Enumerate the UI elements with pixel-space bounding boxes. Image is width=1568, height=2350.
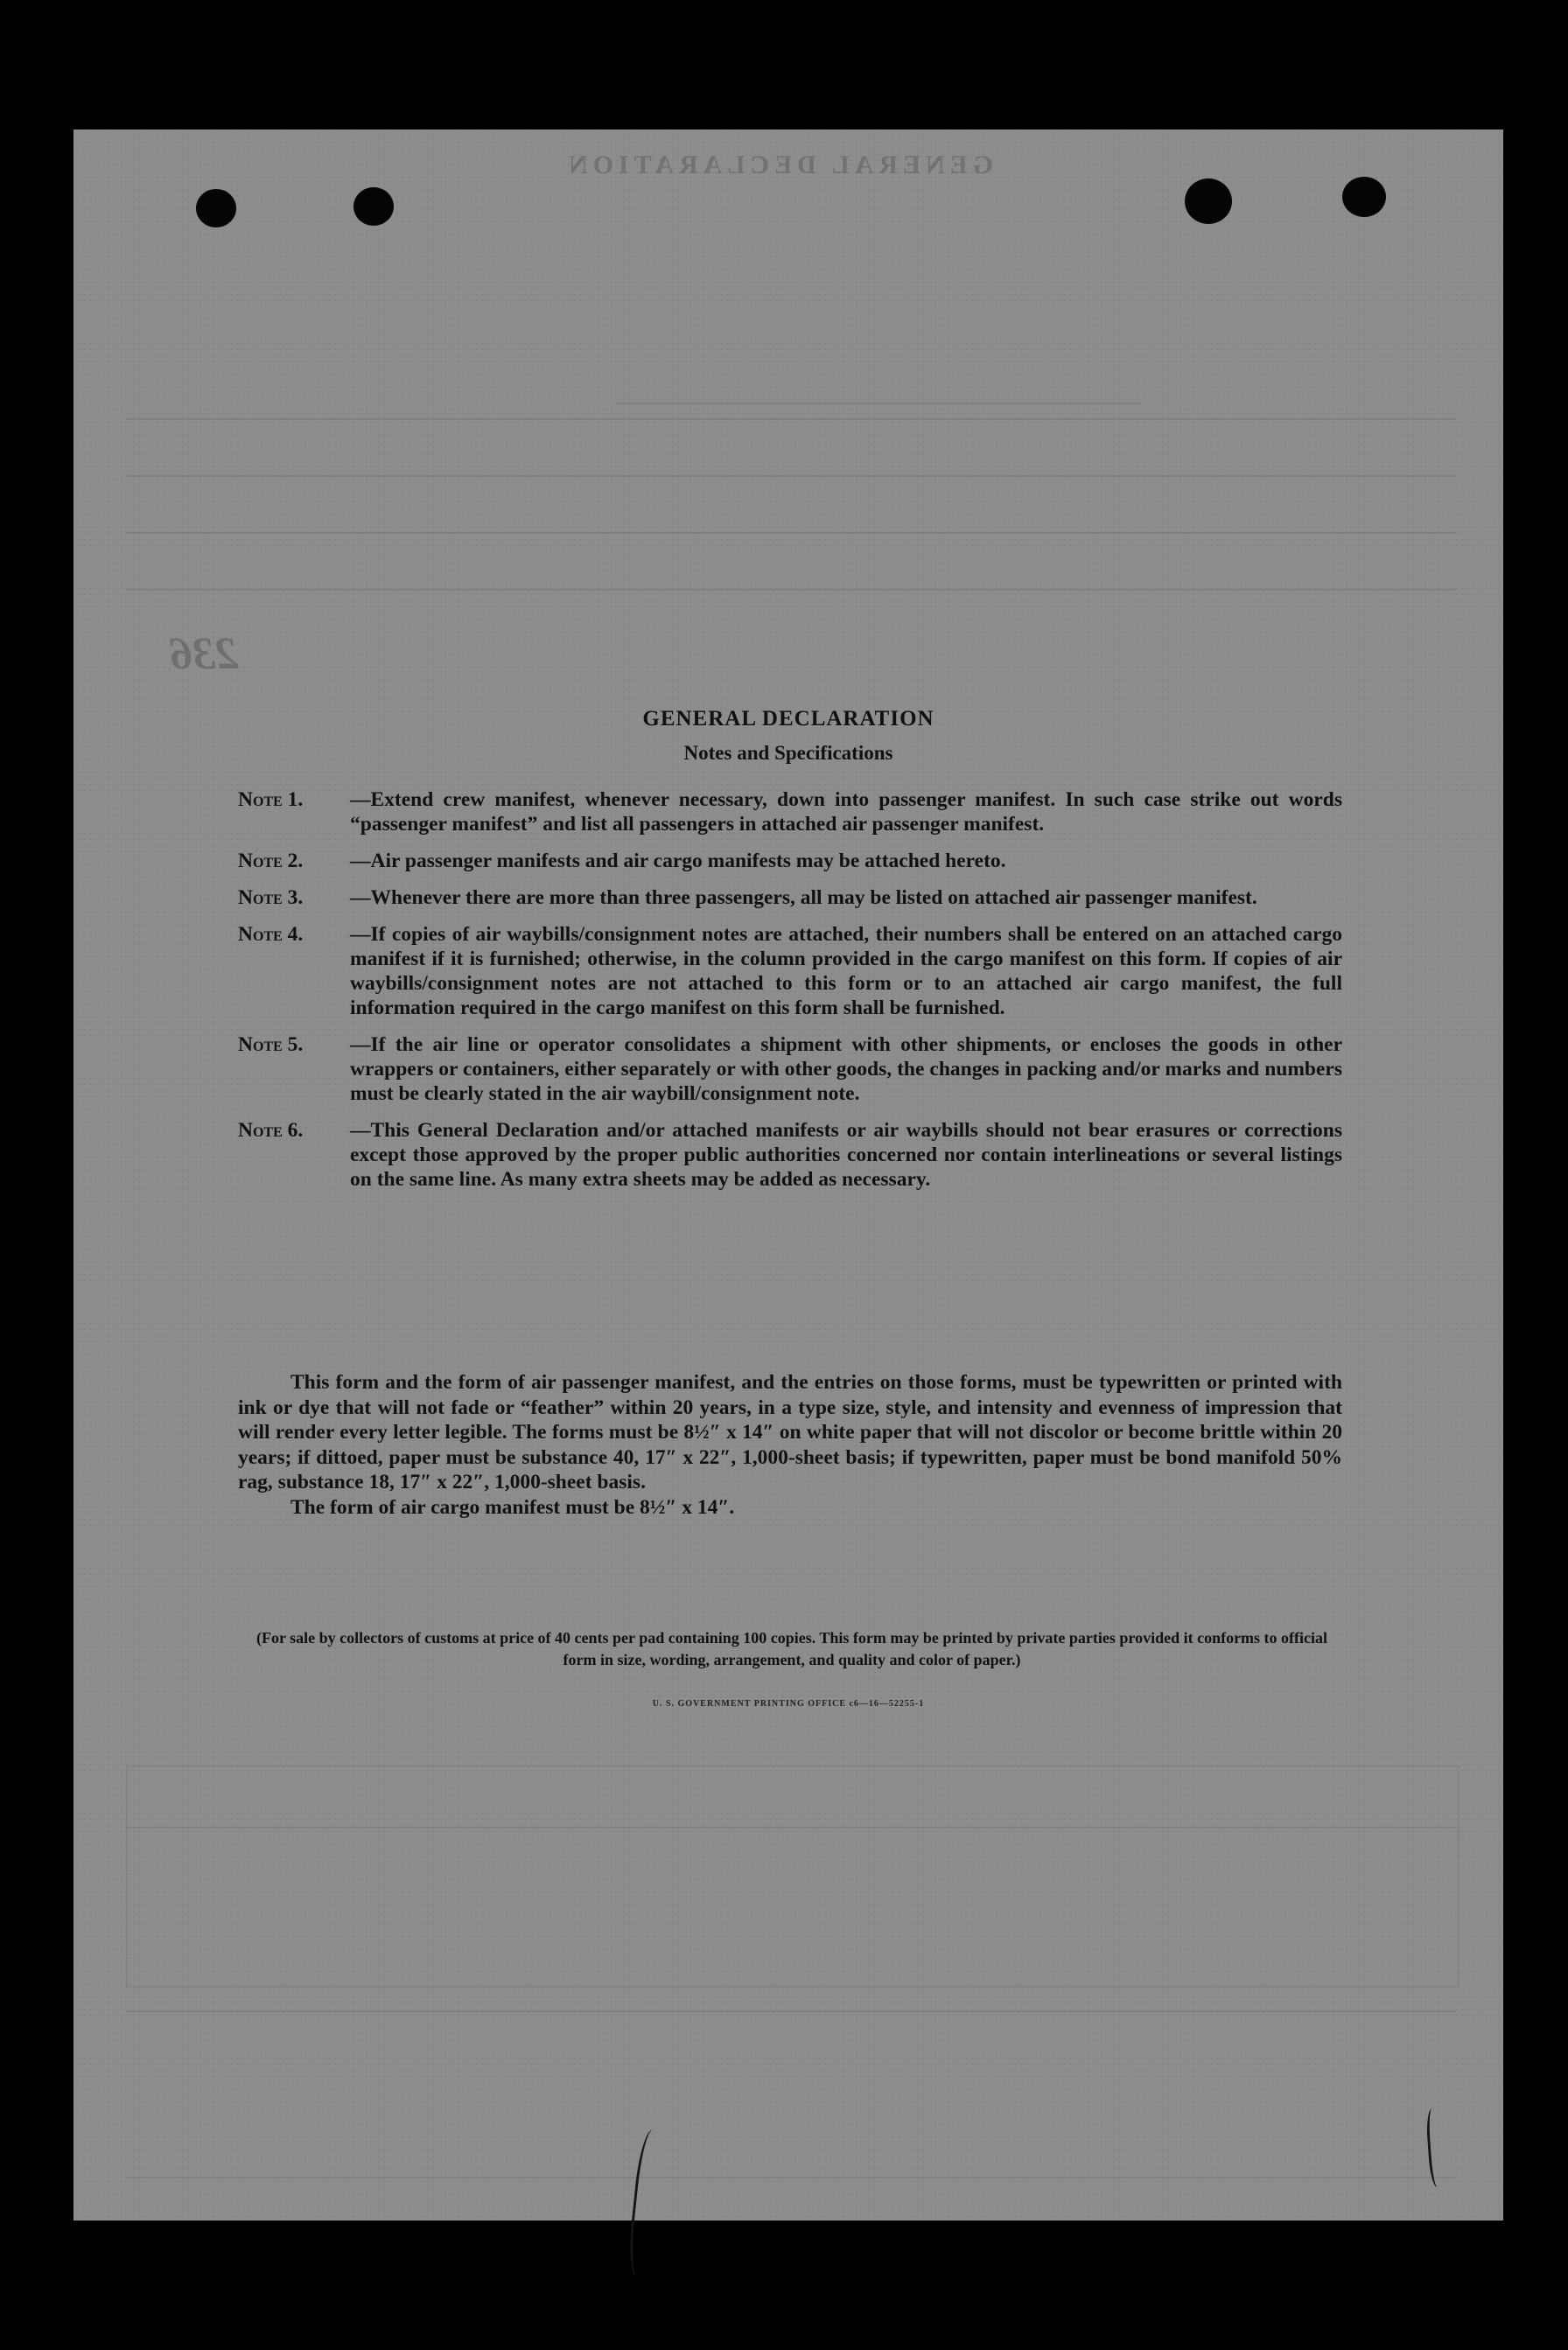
paragraph-text: This form and the form of air passenger manifest, and the entries on those forms, must be typewritten or printed with ink or dye that will not fade or “feather” within 20 years, in a type size, style, and intensity and evenness of impression that will render every letter legible. The forms must be 8½″ x 14″ on white paper that will not discolor or become brittle within 20 years; if dittoed, paper must be substance 40, 17″ x 22″, 1,000-sheet basis; if typewritten, paper must be bond manifold 50% rag, substance 18, 17″ x 22″, 1,000-sheet basis. [238, 1371, 1342, 1493]
bleed-through-header: GENERAL DECLARATION [564, 150, 994, 179]
note-text: —Air passenger manifests and air cargo manifests may be attached hereto. [350, 850, 1006, 872]
sale-notice: (For sale by collectors of customs at price of 40 cents per pad containing 100 copies. This form may be printed by private parties provided it conforms to official form in size, wording, arrangement, and quality and color of paper.) [256, 1629, 1328, 1668]
bleed-through-rule [126, 532, 1456, 534]
document-subtitle: Notes and Specifications [683, 742, 893, 764]
printing-office-imprint: U. S. GOVERNMENT PRINTING OFFICE c6—16—52255-1 [652, 1699, 925, 1709]
paragraph-text: The form of air cargo manifest must be 8½″ x 14″. [290, 1495, 735, 1519]
signature-mark [1425, 2108, 1447, 2187]
note-item [238, 885, 1342, 910]
bleed-through-rule [126, 475, 1456, 477]
bleed-through-stamp: 236 [170, 629, 238, 679]
note-item [238, 1118, 1342, 1192]
requirements-paragraph [238, 1370, 1342, 1520]
note-item [238, 849, 1342, 873]
note-label: Note 6. [238, 1119, 304, 1142]
note-label: Note 2. [238, 850, 304, 872]
bleed-through-rule [126, 2177, 1456, 2179]
note-text: —Whenever there are more than three passengers, all may be listed on attached air passenger manifest. [350, 886, 1257, 909]
punch-hole [1342, 177, 1386, 217]
note-label: Note 3. [238, 886, 304, 909]
note-item [238, 1032, 1342, 1106]
document-title: GENERAL DECLARATION [642, 707, 934, 731]
punch-hole [354, 187, 394, 226]
note-text: —If the air line or operator consolidates a shipment with other shipments, or encloses the goods in other wrappers or containers, either separately or with other goods, the changes in packing and/or marks and numbers must be clearly stated in the air waybill/consignment note. [350, 1033, 1342, 1105]
bleed-through-rule [126, 2011, 1456, 2012]
note-text: —If copies of air waybills/consignment notes are attached, their numbers shall be entered on an attached cargo manifest if it is furnished; otherwise, in the column provided in the cargo manifest on this form. If copies of air waybills/consignment notes are not attached to this form or to an attached air cargo manifest, the full information required in the cargo manifest on this form shall be furnished. [350, 923, 1342, 1019]
signature-mark [626, 2129, 670, 2280]
notes-list [238, 787, 1342, 1204]
bleed-through-rule [126, 589, 1456, 591]
bleed-through-rule [126, 1827, 1456, 1829]
document-sheet [74, 129, 1503, 2221]
bleed-through-rule [616, 402, 1141, 404]
note-label: Note 5. [238, 1033, 304, 1056]
punch-hole [1185, 178, 1232, 224]
bleed-through-table [126, 1766, 1460, 1988]
note-item [238, 922, 1342, 1020]
punch-hole [196, 189, 236, 227]
note-text: —This General Declaration and/or attached manifests or air waybills should not bear erasures or corrections except those approved by the proper public authorities concerned nor contain interlineations or several listings on the same line. As many extra sheets may be added as necessary. [350, 1119, 1342, 1191]
bleed-through-rule [126, 418, 1456, 420]
note-label: Note 1. [238, 788, 304, 811]
note-label: Note 4. [238, 923, 304, 946]
note-item [238, 787, 1342, 836]
note-text: —Extend crew manifest, whenever necessary, down into passenger manifest. In such case strike out words “passenger manifest” and list all passengers in attached air passenger manifest. [350, 788, 1342, 836]
